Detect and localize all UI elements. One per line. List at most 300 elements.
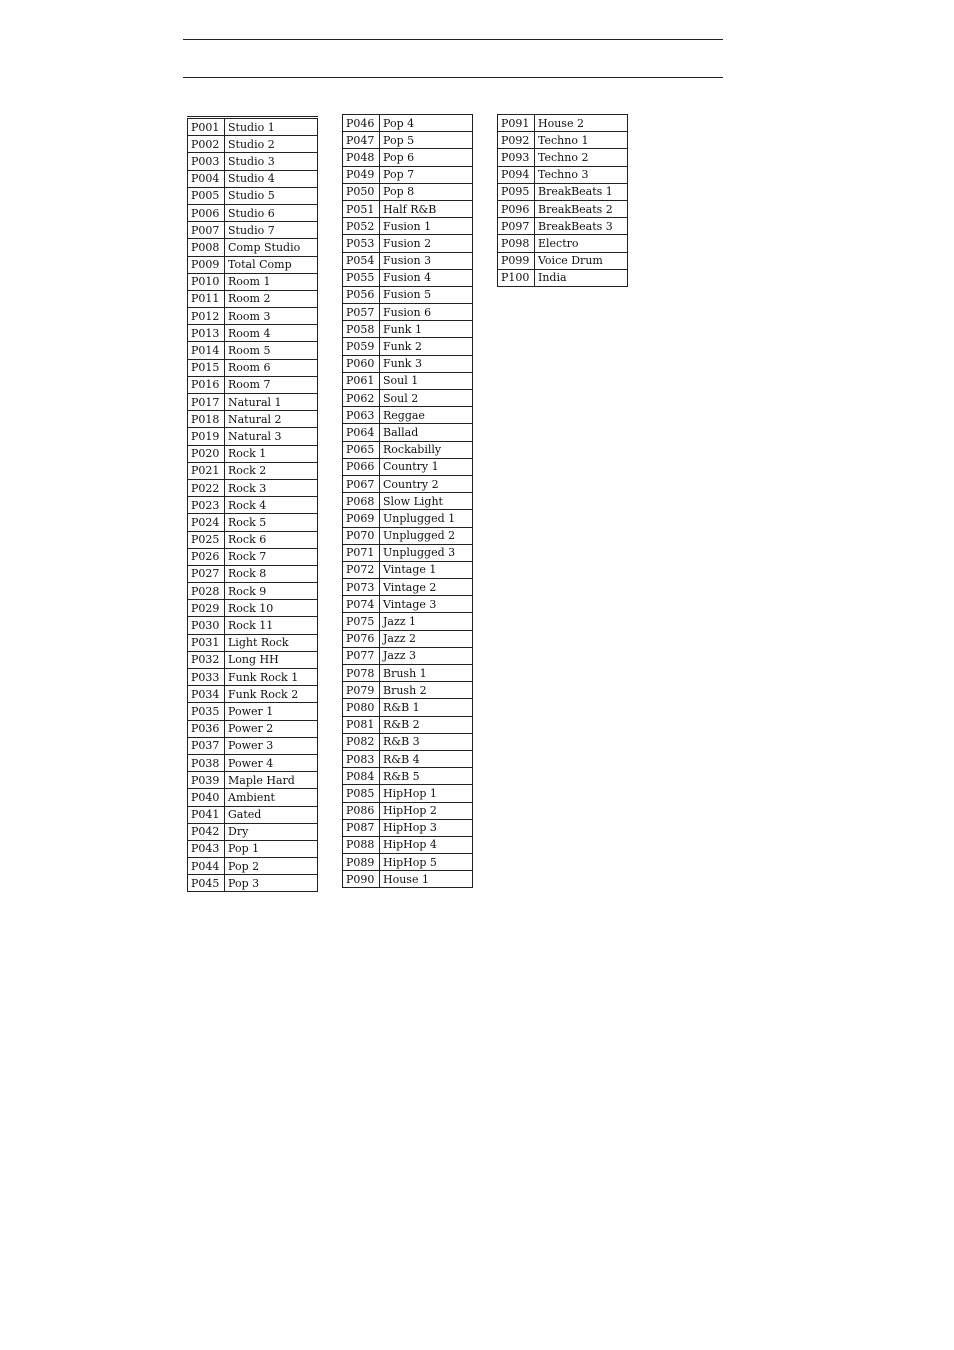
- preset-row: [188, 411, 318, 428]
- preset-name: Ballad: [380, 424, 473, 441]
- preset-number: P061: [343, 372, 380, 389]
- preset-number: P062: [343, 390, 380, 407]
- preset-row: [188, 514, 318, 531]
- preset-number: P010: [188, 273, 225, 290]
- preset-row: [188, 462, 318, 479]
- preset-number: P040: [188, 789, 225, 806]
- preset-row: [343, 682, 473, 699]
- preset-row: [343, 768, 473, 785]
- preset-number: P075: [343, 613, 380, 630]
- preset-row: [343, 441, 473, 458]
- preset-name: Jazz 2: [380, 630, 473, 647]
- preset-number: P014: [188, 342, 225, 359]
- preset-column-1: [187, 116, 318, 892]
- preset-number: P098: [498, 235, 535, 252]
- preset-row: [188, 703, 318, 720]
- preset-name: Natural 1: [225, 394, 318, 411]
- preset-row: [188, 394, 318, 411]
- preset-number: P088: [343, 836, 380, 853]
- preset-row: [343, 115, 473, 132]
- preset-row: [343, 235, 473, 252]
- preset-number: P006: [188, 204, 225, 221]
- preset-number: P009: [188, 256, 225, 273]
- preset-name: Fusion 5: [380, 286, 473, 303]
- preset-name: Studio 5: [225, 187, 318, 204]
- preset-name: Power 2: [225, 720, 318, 737]
- preset-name: Room 5: [225, 342, 318, 359]
- preset-number: P072: [343, 561, 380, 578]
- preset-name: BreakBeats 1: [535, 183, 628, 200]
- preset-name: BreakBeats 2: [535, 200, 628, 217]
- preset-number: P093: [498, 149, 535, 166]
- preset-row: [343, 785, 473, 802]
- preset-name: Rockabilly: [380, 441, 473, 458]
- preset-name: Fusion 1: [380, 218, 473, 235]
- preset-name: Total Comp: [225, 256, 318, 273]
- preset-row: [343, 304, 473, 321]
- preset-row: [188, 806, 318, 823]
- preset-row: [188, 634, 318, 651]
- preset-row: [343, 286, 473, 303]
- preset-row: [188, 737, 318, 754]
- preset-name: Room 4: [225, 325, 318, 342]
- preset-row: [188, 153, 318, 170]
- preset-row: [188, 290, 318, 307]
- preset-number: P005: [188, 187, 225, 204]
- preset-row: [188, 239, 318, 256]
- preset-name: Comp Studio: [225, 239, 318, 256]
- preset-row: [343, 269, 473, 286]
- preset-name: Pop 6: [380, 149, 473, 166]
- preset-row: [498, 200, 628, 217]
- preset-row: [498, 235, 628, 252]
- preset-name: HipHop 1: [380, 785, 473, 802]
- preset-number: P060: [343, 355, 380, 372]
- preset-number: P068: [343, 493, 380, 510]
- preset-row: [188, 445, 318, 462]
- preset-row: [343, 493, 473, 510]
- preset-number: P057: [343, 304, 380, 321]
- preset-row: [343, 699, 473, 716]
- preset-number: P092: [498, 132, 535, 149]
- preset-table-1: [187, 116, 318, 892]
- preset-number: P090: [343, 871, 380, 888]
- preset-number: P015: [188, 359, 225, 376]
- preset-number: P099: [498, 252, 535, 269]
- preset-name: Maple Hard: [225, 772, 318, 789]
- preset-number: P096: [498, 200, 535, 217]
- preset-name: Fusion 3: [380, 252, 473, 269]
- preset-number: P013: [188, 325, 225, 342]
- preset-name: Pop 5: [380, 132, 473, 149]
- preset-row: [188, 617, 318, 634]
- preset-number: P026: [188, 548, 225, 565]
- preset-row: [188, 840, 318, 857]
- preset-number: P074: [343, 596, 380, 613]
- preset-number: P043: [188, 840, 225, 857]
- preset-row: [188, 376, 318, 393]
- preset-name: R&B 4: [380, 750, 473, 767]
- preset-name: Rock 2: [225, 462, 318, 479]
- preset-name: Reggae: [380, 407, 473, 424]
- preset-row: [343, 183, 473, 200]
- preset-name: Funk Rock 1: [225, 669, 318, 686]
- preset-name: Rock 8: [225, 565, 318, 582]
- preset-number: P003: [188, 153, 225, 170]
- preset-name: Vintage 2: [380, 579, 473, 596]
- preset-name: Power 4: [225, 754, 318, 771]
- preset-number: P100: [498, 269, 535, 286]
- preset-number: P053: [343, 235, 380, 252]
- preset-name: Unplugged 2: [380, 527, 473, 544]
- preset-number: P030: [188, 617, 225, 634]
- preset-name: House 2: [535, 115, 628, 132]
- preset-name: Jazz 3: [380, 647, 473, 664]
- preset-number: P087: [343, 819, 380, 836]
- preset-name: HipHop 4: [380, 836, 473, 853]
- preset-row: [343, 424, 473, 441]
- preset-number: P046: [343, 115, 380, 132]
- preset-name: Room 2: [225, 290, 318, 307]
- preset-number: P029: [188, 600, 225, 617]
- preset-row: [188, 359, 318, 376]
- preset-row: [498, 132, 628, 149]
- preset-name: Long HH: [225, 651, 318, 668]
- header-rule-top: [183, 39, 723, 40]
- preset-name: Slow Light: [380, 493, 473, 510]
- preset-row: [188, 823, 318, 840]
- preset-row: [498, 252, 628, 269]
- preset-row: [188, 204, 318, 221]
- preset-number: P055: [343, 269, 380, 286]
- preset-number: P049: [343, 166, 380, 183]
- preset-number: P085: [343, 785, 380, 802]
- preset-name: Jazz 1: [380, 613, 473, 630]
- preset-row: [343, 802, 473, 819]
- preset-table-3: [497, 114, 628, 287]
- preset-name: Unplugged 3: [380, 544, 473, 561]
- preset-row: [188, 548, 318, 565]
- preset-number: P039: [188, 772, 225, 789]
- preset-name: Techno 2: [535, 149, 628, 166]
- preset-name: Techno 3: [535, 166, 628, 183]
- preset-row: [343, 561, 473, 578]
- preset-number: P048: [343, 149, 380, 166]
- preset-row: [343, 338, 473, 355]
- preset-number: P024: [188, 514, 225, 531]
- preset-name: Fusion 6: [380, 304, 473, 321]
- header-rule-bottom: [183, 77, 723, 78]
- preset-number: P032: [188, 651, 225, 668]
- preset-name: Funk 3: [380, 355, 473, 372]
- preset-row: [343, 527, 473, 544]
- preset-row: [188, 497, 318, 514]
- preset-row: [188, 858, 318, 875]
- preset-name: Gated: [225, 806, 318, 823]
- preset-row: [343, 200, 473, 217]
- preset-number: P017: [188, 394, 225, 411]
- preset-number: P091: [498, 115, 535, 132]
- preset-name: Rock 9: [225, 583, 318, 600]
- preset-name: Room 7: [225, 376, 318, 393]
- preset-row: [188, 136, 318, 153]
- preset-name: Dry: [225, 823, 318, 840]
- preset-row: [188, 325, 318, 342]
- preset-number: P050: [343, 183, 380, 200]
- preset-name: Funk 1: [380, 321, 473, 338]
- preset-number: P070: [343, 527, 380, 544]
- preset-name: Ambient: [225, 789, 318, 806]
- preset-row: [188, 651, 318, 668]
- preset-name: Natural 2: [225, 411, 318, 428]
- preset-row: [188, 754, 318, 771]
- preset-row: [188, 428, 318, 445]
- preset-name: Country 1: [380, 458, 473, 475]
- preset-number: P044: [188, 858, 225, 875]
- preset-number: P001: [188, 118, 225, 136]
- preset-name: Power 1: [225, 703, 318, 720]
- preset-name: Studio 6: [225, 204, 318, 221]
- preset-number: P073: [343, 579, 380, 596]
- preset-number: P031: [188, 634, 225, 651]
- preset-name: Studio 7: [225, 222, 318, 239]
- preset-row: [343, 132, 473, 149]
- preset-number: P076: [343, 630, 380, 647]
- preset-number: P077: [343, 647, 380, 664]
- preset-row: [188, 789, 318, 806]
- preset-row: [343, 733, 473, 750]
- preset-row: [343, 252, 473, 269]
- preset-name: Rock 7: [225, 548, 318, 565]
- preset-name: Soul 2: [380, 390, 473, 407]
- preset-name: Country 2: [380, 475, 473, 492]
- preset-number: P083: [343, 750, 380, 767]
- preset-name: Pop 7: [380, 166, 473, 183]
- preset-number: P071: [343, 544, 380, 561]
- preset-number: P012: [188, 308, 225, 325]
- preset-row: [343, 372, 473, 389]
- preset-number: P078: [343, 665, 380, 682]
- preset-number: P041: [188, 806, 225, 823]
- preset-name: Rock 1: [225, 445, 318, 462]
- preset-name: R&B 5: [380, 768, 473, 785]
- preset-name: HipHop 2: [380, 802, 473, 819]
- preset-name: R&B 3: [380, 733, 473, 750]
- preset-row: [188, 720, 318, 737]
- preset-row: [188, 600, 318, 617]
- preset-name: India: [535, 269, 628, 286]
- preset-number: P037: [188, 737, 225, 754]
- preset-number: P021: [188, 462, 225, 479]
- preset-row: [498, 149, 628, 166]
- preset-number: P056: [343, 286, 380, 303]
- preset-number: P004: [188, 170, 225, 187]
- preset-number: P086: [343, 802, 380, 819]
- preset-number: P036: [188, 720, 225, 737]
- preset-number: P059: [343, 338, 380, 355]
- preset-name: Studio 1: [225, 118, 318, 136]
- preset-row: [188, 256, 318, 273]
- preset-row: [343, 716, 473, 733]
- preset-name: Pop 1: [225, 840, 318, 857]
- preset-row: [343, 630, 473, 647]
- preset-number: P016: [188, 376, 225, 393]
- preset-name: Natural 3: [225, 428, 318, 445]
- preset-row: [343, 854, 473, 871]
- preset-row: [343, 579, 473, 596]
- preset-number: P020: [188, 445, 225, 462]
- preset-name: Rock 3: [225, 479, 318, 496]
- preset-number: P027: [188, 565, 225, 582]
- preset-name: Pop 8: [380, 183, 473, 200]
- preset-row: [188, 565, 318, 582]
- preset-name: Rock 10: [225, 600, 318, 617]
- preset-row: [343, 647, 473, 664]
- preset-number: P051: [343, 200, 380, 217]
- preset-name: Studio 4: [225, 170, 318, 187]
- preset-name: Electro: [535, 235, 628, 252]
- preset-table-2: [342, 114, 473, 888]
- preset-row: [343, 596, 473, 613]
- preset-number: P028: [188, 583, 225, 600]
- preset-number: P008: [188, 239, 225, 256]
- preset-row: [188, 222, 318, 239]
- preset-row: [343, 458, 473, 475]
- preset-row: [343, 149, 473, 166]
- preset-number: P002: [188, 136, 225, 153]
- preset-number: P007: [188, 222, 225, 239]
- preset-name: Fusion 4: [380, 269, 473, 286]
- preset-name: Funk Rock 2: [225, 686, 318, 703]
- preset-number: P033: [188, 669, 225, 686]
- preset-name: Techno 1: [535, 132, 628, 149]
- preset-number: P022: [188, 479, 225, 496]
- preset-row: [188, 308, 318, 325]
- preset-number: P034: [188, 686, 225, 703]
- preset-number: P064: [343, 424, 380, 441]
- preset-name: Fusion 2: [380, 235, 473, 252]
- preset-number: P081: [343, 716, 380, 733]
- preset-name: Half R&B: [380, 200, 473, 217]
- preset-row: [343, 819, 473, 836]
- preset-row: [343, 836, 473, 853]
- preset-number: P067: [343, 475, 380, 492]
- preset-row: [188, 170, 318, 187]
- preset-name: R&B 2: [380, 716, 473, 733]
- preset-name: Rock 11: [225, 617, 318, 634]
- preset-name: Rock 5: [225, 514, 318, 531]
- preset-number: P079: [343, 682, 380, 699]
- preset-number: P063: [343, 407, 380, 424]
- preset-row: [188, 342, 318, 359]
- preset-row: [498, 166, 628, 183]
- preset-row: [498, 269, 628, 286]
- preset-number: P084: [343, 768, 380, 785]
- preset-number: P035: [188, 703, 225, 720]
- preset-row: [188, 479, 318, 496]
- preset-row: [343, 475, 473, 492]
- preset-number: P047: [343, 132, 380, 149]
- preset-row: [343, 750, 473, 767]
- preset-name: Rock 6: [225, 531, 318, 548]
- preset-name: Power 3: [225, 737, 318, 754]
- preset-name: Soul 1: [380, 372, 473, 389]
- preset-row: [498, 115, 628, 132]
- preset-row: [188, 875, 318, 892]
- preset-number: P038: [188, 754, 225, 771]
- preset-name: Brush 1: [380, 665, 473, 682]
- preset-number: P089: [343, 854, 380, 871]
- preset-number: P019: [188, 428, 225, 445]
- preset-name: Voice Drum: [535, 252, 628, 269]
- preset-row: [188, 187, 318, 204]
- preset-row: [188, 669, 318, 686]
- preset-name: Rock 4: [225, 497, 318, 514]
- preset-name: Studio 3: [225, 153, 318, 170]
- preset-name: Pop 3: [225, 875, 318, 892]
- preset-row: [343, 544, 473, 561]
- preset-number: P045: [188, 875, 225, 892]
- preset-name: HipHop 3: [380, 819, 473, 836]
- preset-name: Funk 2: [380, 338, 473, 355]
- preset-number: P097: [498, 218, 535, 235]
- preset-name: Pop 4: [380, 115, 473, 132]
- preset-name: Pop 2: [225, 858, 318, 875]
- preset-row: [343, 321, 473, 338]
- preset-name: Vintage 1: [380, 561, 473, 578]
- preset-number: P011: [188, 290, 225, 307]
- preset-name: Unplugged 1: [380, 510, 473, 527]
- preset-row: [188, 686, 318, 703]
- preset-number: P080: [343, 699, 380, 716]
- preset-row: [188, 273, 318, 290]
- preset-row: [498, 218, 628, 235]
- preset-row: [343, 355, 473, 372]
- preset-row: [343, 390, 473, 407]
- preset-number: P042: [188, 823, 225, 840]
- preset-row: [343, 871, 473, 888]
- preset-row: [498, 183, 628, 200]
- preset-row: [343, 510, 473, 527]
- preset-number: P052: [343, 218, 380, 235]
- preset-name: BreakBeats 3: [535, 218, 628, 235]
- preset-name: House 1: [380, 871, 473, 888]
- preset-number: P069: [343, 510, 380, 527]
- preset-row: [188, 772, 318, 789]
- preset-number: P082: [343, 733, 380, 750]
- preset-row: [343, 218, 473, 235]
- preset-number: P018: [188, 411, 225, 428]
- preset-name: Brush 2: [380, 682, 473, 699]
- preset-number: P023: [188, 497, 225, 514]
- preset-number: P095: [498, 183, 535, 200]
- preset-row: [188, 583, 318, 600]
- preset-row: [343, 613, 473, 630]
- preset-column-3: [497, 114, 628, 287]
- preset-name: Light Rock: [225, 634, 318, 651]
- preset-number: P025: [188, 531, 225, 548]
- preset-row: [343, 665, 473, 682]
- preset-number: P065: [343, 441, 380, 458]
- preset-name: Room 6: [225, 359, 318, 376]
- preset-row: [188, 118, 318, 136]
- preset-number: P066: [343, 458, 380, 475]
- preset-number: P054: [343, 252, 380, 269]
- preset-name: Studio 2: [225, 136, 318, 153]
- preset-name: Room 1: [225, 273, 318, 290]
- preset-number: P058: [343, 321, 380, 338]
- preset-name: HipHop 5: [380, 854, 473, 871]
